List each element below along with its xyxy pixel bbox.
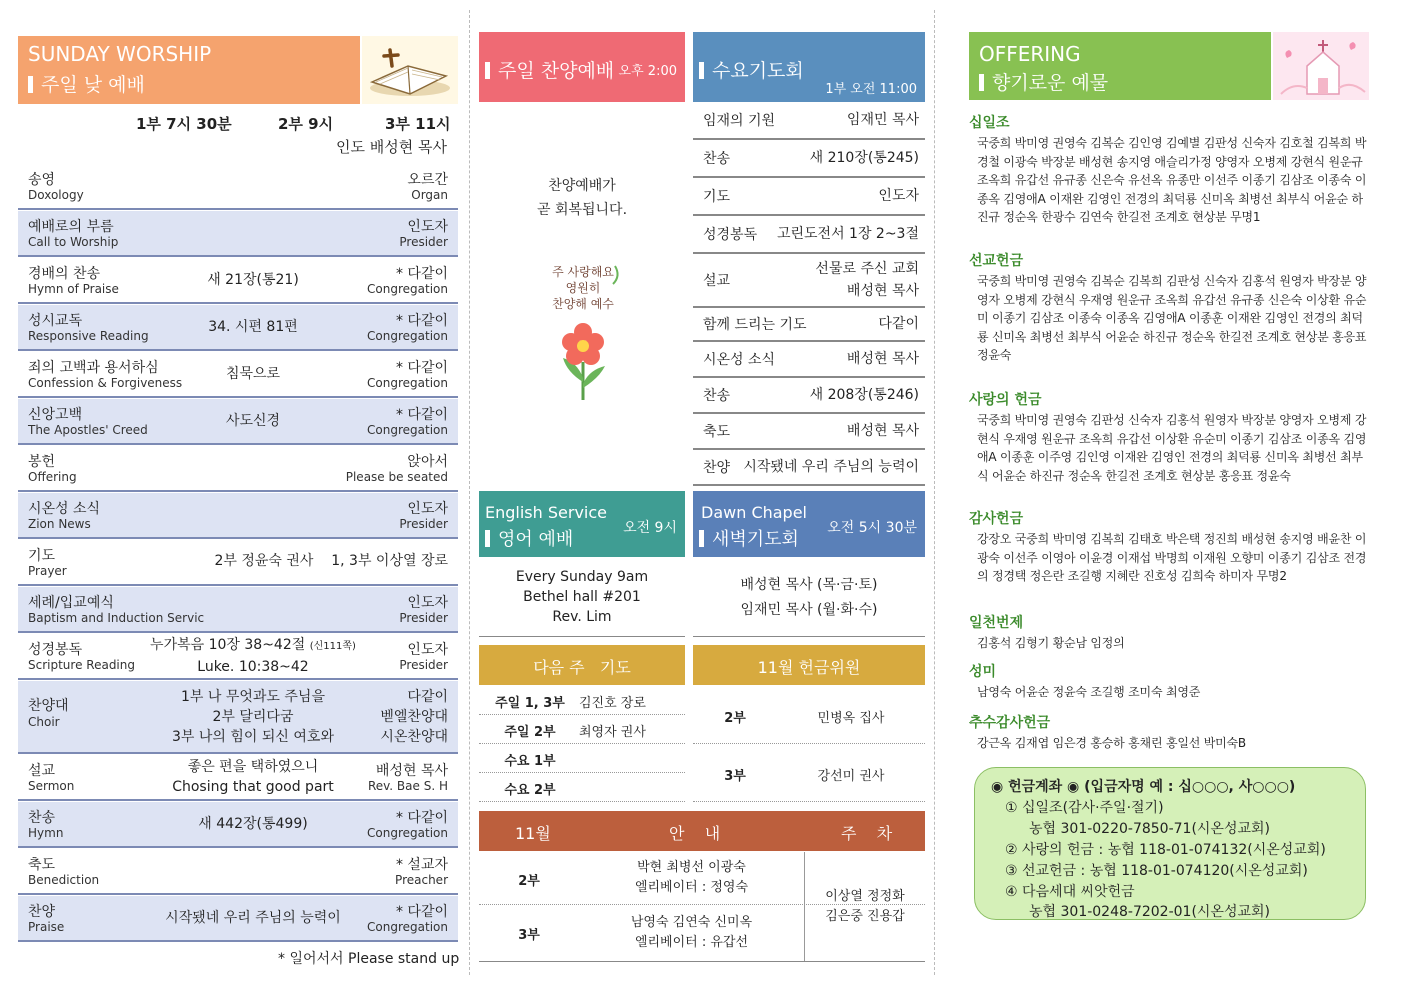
row-detail: 사도신경 xyxy=(225,413,281,429)
offering-section-title: 선교헌금 xyxy=(969,253,1024,269)
offering-section-thousand xyxy=(969,612,1369,653)
offering-committee-list xyxy=(693,686,925,802)
row-title-ko: 송영 xyxy=(28,172,56,188)
row-title-en: Doxology xyxy=(28,188,84,202)
wednesday-title: 수요기도회 xyxy=(712,60,804,82)
row-role-ko: * 다같이 xyxy=(395,313,448,329)
row-title-en: The Apostles' Creed xyxy=(28,423,148,437)
choir-song: 3부 나의 힘이 되신 여호와 xyxy=(172,728,334,745)
offering-names: 강장오 국중희 박미영 김복희 김태호 박은택 정진희 배성현 송지영 배윤찬 이광숙 이선주 이영아 이윤경 이재섭 박명희 이재원 오향미 이종기 김삼조 전경의 정경택 정은란 조길행 지혜란 진호성 김희숙 하미자 무명2 xyxy=(977,532,1367,584)
divider xyxy=(479,636,685,637)
worship-row xyxy=(18,304,458,351)
prayer-row: 주일 2부 최영자 권사 xyxy=(479,715,685,744)
worship-row xyxy=(18,163,458,210)
bank-accounts-box xyxy=(974,767,1366,920)
row-title-ko: 찬양 xyxy=(28,904,56,920)
row-detail: 새 21장(통21) xyxy=(207,272,299,288)
column-separator xyxy=(469,10,470,975)
row-title-en: Zion News xyxy=(28,517,91,531)
row-role-ko: * 다같이 xyxy=(395,360,448,376)
row-role-en: Congregation xyxy=(367,423,448,437)
wednesday-row: 기도 인도자 xyxy=(693,178,925,216)
guide-parking-header xyxy=(479,811,925,851)
choir-name: 다같이 xyxy=(407,688,448,705)
row-title-ko: 죄의 고백과 용서하심 xyxy=(28,360,159,376)
row-title-ko: 시온성 소식 xyxy=(28,501,101,517)
row-detail: 시작됐네 우리 주님의 능력이 xyxy=(165,910,341,926)
row-title-ko: 축도 xyxy=(28,857,56,873)
wednesday-row: 함께 드리는 기도 다같이 xyxy=(693,308,925,342)
offering-names: 강근옥 김재엽 임은경 홍승하 홍채린 홍일선 박미숙B xyxy=(977,736,1246,750)
sunday-worship-title-ko: 주일 낮 예배 xyxy=(41,74,145,96)
english-service-title-ko: 영어 예배 xyxy=(498,529,574,550)
choir-song: 2부 달리다굼 xyxy=(212,708,294,725)
parking-names: 이상열 정정화 김은중 진용갑 xyxy=(804,852,925,961)
committee-row: 2부 민병옥 집사 xyxy=(693,686,925,744)
offering-section-mission xyxy=(969,250,1369,365)
row-role-ko: 인도자 xyxy=(407,219,448,235)
prayer-row: 수요 2부 xyxy=(479,773,685,802)
flower-icon xyxy=(523,262,643,402)
worship-row xyxy=(18,895,458,942)
row-title-ko: 성경봉독 xyxy=(28,642,83,658)
praise-service-header xyxy=(479,32,685,102)
wednesday-row: 설교 선물로 주신 교회 배성현 목사 xyxy=(693,254,925,308)
wednesday-time-1: 1부 오전 11:00 xyxy=(825,82,917,97)
bank-line: ① 십일조(감사·주일·절기) xyxy=(1005,800,1164,816)
wednesday-row: 찬송 새 210장(통245) xyxy=(693,140,925,178)
row-title-en: Scripture Reading xyxy=(28,658,135,672)
row-title-en: Prayer xyxy=(28,564,67,578)
row-title-ko: 기도 xyxy=(28,548,56,564)
row-title-ko: 신앙고백 xyxy=(28,407,83,423)
row-title-en: Sermon xyxy=(28,779,75,793)
sermon-title-ko: 좋은 편을 택하였으니 xyxy=(187,759,319,775)
bank-line: 농협 301-0220-7850-71(시온성교회) xyxy=(1029,821,1270,837)
sermon-title-en: Chosing that good part xyxy=(172,779,334,795)
praise-service-time: 오후 2:00 xyxy=(618,64,677,79)
row-role-ko: 오르간 xyxy=(407,172,448,188)
praise-notice-line: 찬양예배가 xyxy=(548,178,616,194)
row-title-en: Confession & Forgiveness xyxy=(28,376,183,390)
row-title-en: Hymn xyxy=(28,826,64,840)
scripture-en: Luke. 10:38~42 xyxy=(197,659,309,675)
scripture-ko: 누가복음 10장 38~42절 xyxy=(150,637,306,653)
row-role-ko: * 설교자 xyxy=(395,857,448,873)
row-role-ko: 배성현 목사 xyxy=(375,763,448,779)
offering-section-title: 사랑의 헌금 xyxy=(969,392,1042,408)
bank-header: ◉ 헌금계좌 ◉ (입금자명 예 : 십○○○, 사○○○) xyxy=(991,779,1296,795)
choir-name: 벧엘찬양대 xyxy=(380,708,448,725)
offering-committee-header xyxy=(693,645,925,685)
offering-section-title: 일천번제 xyxy=(969,615,1024,631)
order-of-worship xyxy=(18,163,458,942)
guide-row: 2부 박현 최병선 이광숙 엘리베이터 : 정영숙 xyxy=(479,852,925,905)
offering-section-title: 성미 xyxy=(969,664,997,680)
dawn-chapel-time: 오전 5시 30분 xyxy=(827,520,917,536)
row-role-en: Congregation xyxy=(367,329,448,343)
next-week-prayer-list xyxy=(479,686,685,802)
row-role-en: Congregation xyxy=(367,826,448,840)
offering-section-title: 추수감사헌금 xyxy=(969,715,1051,731)
row-role-en: Rev. Bae S. H xyxy=(367,779,448,793)
sunday-worship-header xyxy=(18,36,458,104)
offering-section-thanks xyxy=(969,508,1369,586)
praise-notice-line: 곧 회복됩니다. xyxy=(536,202,628,218)
row-role-en: Presider xyxy=(399,517,448,531)
worship-leader: 인도 배성현 목사 xyxy=(336,138,447,156)
row-role-en: Preacher xyxy=(395,873,448,887)
worship-row xyxy=(18,492,458,539)
row-role-en: Presider xyxy=(399,235,448,249)
row-detail: 새 442장(통499) xyxy=(198,816,308,832)
worship-row xyxy=(18,257,458,304)
prayer-row: 주일 1, 3부 김진호 장로 xyxy=(479,686,685,715)
divider xyxy=(479,961,925,962)
row-role-ko: * 다같이 xyxy=(395,266,448,282)
wednesday-row: 시온성 소식 배성현 목사 xyxy=(693,342,925,378)
offering-section-tithe xyxy=(969,112,1369,227)
row-title-en: Benediction xyxy=(28,873,100,887)
offering-names: 김홍석 김형기 황순남 임정의 xyxy=(977,636,1125,650)
guide-month: 11월 xyxy=(515,824,551,843)
next-week-prayer-header xyxy=(479,645,685,685)
row-role-ko: 앉아서 xyxy=(407,454,448,470)
parking-title: 주 차 xyxy=(841,824,893,843)
row-title-ko: 성시교독 xyxy=(28,313,83,329)
row-title-en: Responsive Reading xyxy=(28,329,149,343)
english-service-info: Every Sunday 9am Bethel hall #201 Rev. Lim xyxy=(515,569,649,625)
prayer-row: 수요 1부 xyxy=(479,744,685,773)
stand-up-note: * 일어서서 Please stand up xyxy=(278,951,460,967)
dawn-chapel-header xyxy=(693,491,925,557)
row-title-en: Call to Worship xyxy=(28,235,119,249)
worship-row xyxy=(18,210,458,257)
sunday-worship-title-en: SUNDAY WORSHIP xyxy=(28,42,212,66)
row-title-en: Choir xyxy=(28,715,60,729)
row-role-en: Congregation xyxy=(367,920,448,934)
row-title-en: Offering xyxy=(28,470,77,484)
divider xyxy=(693,636,925,637)
offering-section-title: 십일조 xyxy=(969,115,1010,131)
row-title-ko: 찬양대 xyxy=(28,698,69,714)
row-title-en: Praise xyxy=(28,920,65,934)
guide-title: 안 내 xyxy=(669,824,721,843)
worship-row xyxy=(18,586,458,633)
scripture-page: (신111쪽) xyxy=(309,641,356,652)
guide-parking-table xyxy=(479,852,925,961)
service-time-1: 1부 7시 30분 xyxy=(136,115,232,133)
offering-names: 국중희 박미영 권영숙 김복순 김인영 김예별 김판성 신숙자 김호철 김복희 박경철 이광숙 박장분 배성현 송지영 애슬리가정 양영자 오병제 강현식 원운규 조옥희 유갑선 유규종 신은숙 유선옥 유종만 이선주 이종기 김삼조 이종숙 이종옥 김영애A 이재완 김영인 전경의 최덕룡 신미옥 최병선 최부식 어윤순 하진규 정순옥 한광수 김연숙 한길전 조계호 현상분 무명1 xyxy=(977,136,1367,225)
row-detail: 침묵으로 xyxy=(225,366,281,382)
praise-service-title: 주일 찬양예배 xyxy=(498,60,615,82)
bible-icon xyxy=(360,36,458,104)
worship-row xyxy=(18,848,458,895)
row-title-ko: 봉헌 xyxy=(28,454,56,470)
bank-line: ③ 선교헌금 : 농협 118-01-074120(시온성교회) xyxy=(1005,863,1308,879)
praise-calligraphy: 주 사랑해요 영원히 찬양해 예수 xyxy=(552,265,614,311)
choir-name: 시온찬양대 xyxy=(380,728,448,745)
row-role-en: Congregation xyxy=(367,376,448,390)
offering-names: 남영숙 어윤순 정윤숙 조길행 조미숙 최영준 xyxy=(977,685,1201,699)
row-role-ko: 인도자 xyxy=(407,501,448,517)
worship-row xyxy=(18,539,458,586)
column-separator xyxy=(934,10,935,975)
row-role-ko: 인도자 xyxy=(407,595,448,611)
row-title-ko: 설교 xyxy=(28,763,56,779)
worship-row xyxy=(18,754,458,801)
worship-row xyxy=(18,801,458,848)
wednesday-row: 찬송 새 208장(통246) xyxy=(693,378,925,414)
wednesday-order xyxy=(693,102,925,486)
offering-section-love xyxy=(969,389,1369,485)
offering-section-harvest xyxy=(969,712,1369,753)
offering-header xyxy=(969,32,1369,100)
row-title-ko: 예배로의 부름 xyxy=(28,219,114,235)
english-service-header xyxy=(479,491,685,557)
wednesday-row: 축도 배성현 목사 xyxy=(693,414,925,450)
offering-section-title: 감사헌금 xyxy=(969,511,1024,527)
row-title-ko: 찬송 xyxy=(28,810,56,826)
dawn-chapel-title-en: Dawn Chapel xyxy=(701,503,807,522)
committee-row: 3부 강선미 권사 xyxy=(693,744,925,802)
wednesday-row: 찬양 시작됐네 우리 주님의 능력이 xyxy=(693,450,925,486)
row-title-ko: 경배의 찬송 xyxy=(28,266,101,282)
row-role-ko: 인도자 xyxy=(407,642,448,658)
row-title-en: Baptism and Induction Servic xyxy=(28,611,205,625)
dawn-chapel-title-ko: 새벽기도회 xyxy=(712,529,799,550)
row-role-ko: * 다같이 xyxy=(395,904,448,920)
praise-service-body xyxy=(479,104,685,484)
row-role-en: Presider xyxy=(399,611,448,625)
offering-title-ko: 향기로운 예물 xyxy=(992,72,1109,94)
row-title-ko: 세례/입교예식 xyxy=(28,595,114,611)
dawn-chapel-info: 배성현 목사 (목·금·토) 임재민 목사 (월·화·수) xyxy=(740,577,878,618)
english-service-title-en: English Service xyxy=(485,503,607,522)
offering-committee-title: 11월 헌금위원 xyxy=(757,658,861,677)
bank-line: 농협 301-0248-7202-01(시온성교회) xyxy=(1029,904,1270,920)
row-role-ko: * 다같이 xyxy=(395,810,448,826)
service-time-3: 3부 11시 xyxy=(385,115,451,133)
offering-section-rice xyxy=(969,661,1369,702)
bank-line: ④ 다음세대 씨앗헌금 xyxy=(1005,884,1135,900)
wednesday-time-2: 2부 오후 7:30 xyxy=(829,130,917,145)
offering-title-en: OFFERING xyxy=(979,42,1081,66)
bank-line: ② 사랑의 헌금 : 농협 118-01-074132(시온성교회) xyxy=(1005,842,1326,858)
wednesday-row: 성경봉독 고린도전서 1장 2~3절 xyxy=(693,216,925,254)
row-detail: 34. 시편 81편 xyxy=(208,319,298,335)
offering-names: 국중희 박미영 권영숙 김판성 신숙자 김홍석 원영자 박장분 양영자 오병제 강현식 우재영 원운규 조옥희 유갑선 이상환 유순미 이종기 김삼조 이종옥 김영애A 이종훈 이주영 김인영 이재완 김영인 전경의 최덕룡 신미옥 최병선 최부식 어윤순 하진규 정순옥 한길전 조계호 현상분 홍응표 정윤숙 xyxy=(977,413,1367,483)
wednesday-row: 임재의 기원 임재민 목사 xyxy=(693,102,925,140)
church-icon xyxy=(1271,32,1369,100)
row-role-en: Organ xyxy=(411,188,448,202)
choir-song: 1부 나 무엇과도 주님을 xyxy=(181,688,325,705)
worship-row xyxy=(18,445,458,492)
row-title-en: Hymn of Praise xyxy=(28,282,119,296)
english-service-time: 오전 9시 xyxy=(623,520,677,536)
row-role-ko: * 다같이 xyxy=(395,407,448,423)
guide-row: 3부 남영숙 김연숙 신미옥 엘리베이터 : 유갑선 xyxy=(518,915,753,950)
row-role-en: Presider xyxy=(399,658,448,672)
worship-row xyxy=(18,680,458,754)
service-time-2: 2부 9시 xyxy=(278,115,334,133)
row-role-en: Please be seated xyxy=(345,470,448,484)
next-week-prayer-title: 다음 주 기도 xyxy=(533,658,631,677)
worship-row xyxy=(18,351,458,398)
row-role-en: Congregation xyxy=(367,282,448,296)
prayer-assignments: 2부 정윤숙 권사 1, 3부 이상열 장로 xyxy=(214,553,448,569)
worship-row xyxy=(18,633,458,680)
offering-names: 국중희 박미영 권영숙 김복순 김복희 김판성 신숙자 김홍석 원영자 박장분 양영자 오병제 강현식 우재영 원운규 조옥희 유갑선 유규종 신은숙 이상환 유순미 이종기 김삼조 이종숙 이종옥 김영애A 이종훈 이재완 김영인 전경의 최덕룡 신미옥 최병선 최부식 어윤순 하진규 정순옥 한길전 조계호 현상분 홍응표 정윤숙 xyxy=(977,274,1367,363)
worship-row xyxy=(18,398,458,445)
